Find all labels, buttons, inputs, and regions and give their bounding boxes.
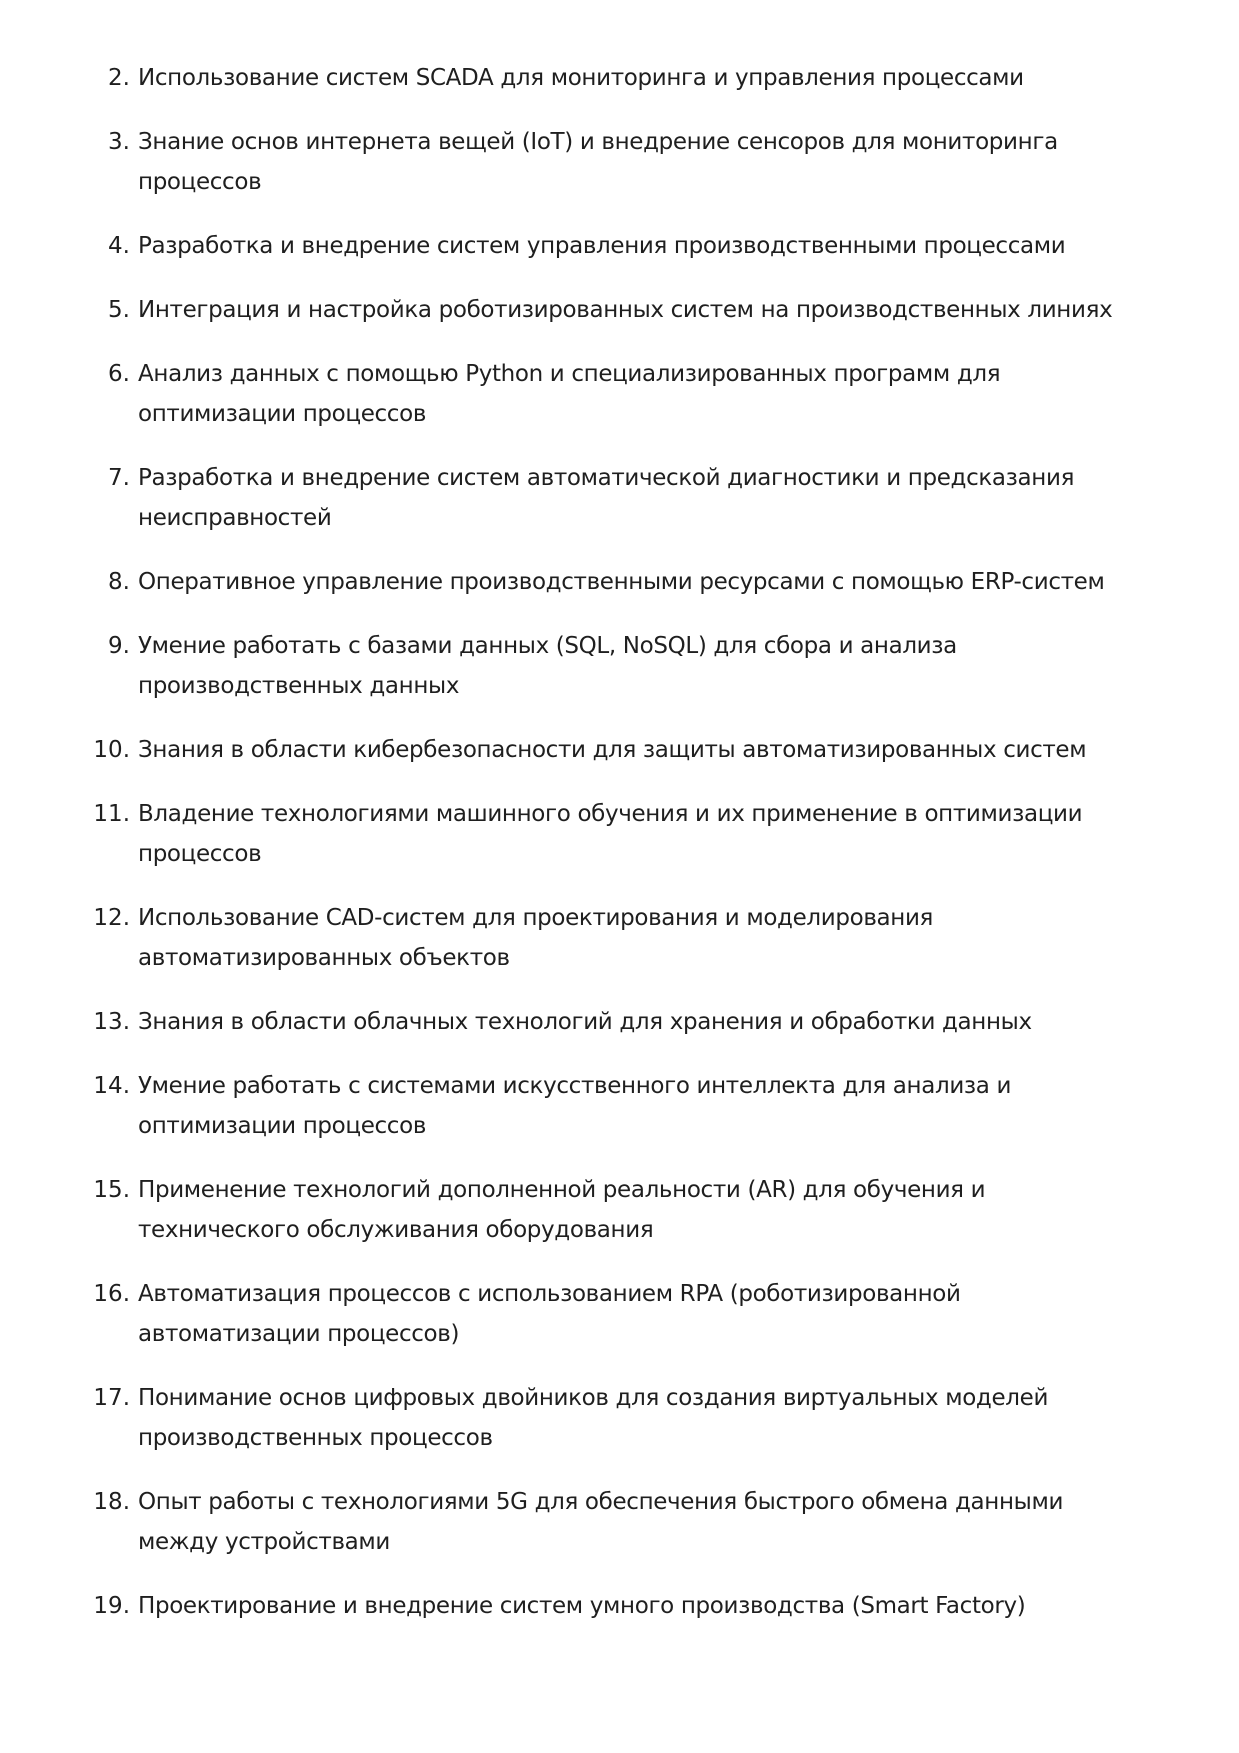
list-item xyxy=(0,794,1239,874)
list-item-number: 14. xyxy=(93,1073,130,1099)
list-item-text: Автоматизация процессов с использованием RPA (роботизированной автоматизации процессов) xyxy=(138,1281,961,1347)
list-item xyxy=(0,1586,1239,1626)
list-item-text: Знание основ интернета вещей (IoT) и внедрение сенсоров для мониторинга процессов xyxy=(138,129,1058,195)
list-item xyxy=(0,1482,1239,1562)
list-item-text: Разработка и внедрение систем управления производственными процессами xyxy=(138,233,1066,259)
list-item-text: Использование систем SCADA для мониторинга и управления процессами xyxy=(138,65,1024,91)
list-item-number: 17. xyxy=(93,1385,130,1411)
list-item xyxy=(0,1066,1239,1146)
list-item xyxy=(0,562,1239,602)
list-item-text: Оперативное управление производственными ресурсами с помощью ERP-систем xyxy=(138,569,1105,595)
list-item-text: Умение работать с базами данных (SQL, NoSQL) для сбора и анализа производственных данных xyxy=(138,633,957,699)
list-item-text: Знания в области кибербезопасности для защиты автоматизированных систем xyxy=(138,737,1087,763)
list-item-number: 15. xyxy=(93,1177,130,1203)
list-item-number: 12. xyxy=(93,905,130,931)
list-item xyxy=(0,898,1239,978)
list-item-number: 19. xyxy=(93,1593,130,1619)
list-item xyxy=(0,226,1239,266)
list-item-text: Проектирование и внедрение систем умного производства (Smart Factory) xyxy=(138,1593,1026,1619)
list-item-number: 4. xyxy=(108,233,130,259)
list-item-number: 16. xyxy=(93,1281,130,1307)
list-item xyxy=(0,730,1239,770)
list-item-text: Владение технологиями машинного обучения и их применение в оптимизации процессов xyxy=(138,801,1083,867)
list-item-number: 8. xyxy=(108,569,130,595)
list-item-text: Анализ данных с помощью Python и специализированных программ для оптимизации процессов xyxy=(138,361,1001,427)
list-item-number: 7. xyxy=(108,465,130,491)
list-item xyxy=(0,1378,1239,1458)
list-item-number: 6. xyxy=(108,361,130,387)
list-item-number: 11. xyxy=(93,801,130,827)
list-item-number: 10. xyxy=(93,737,130,763)
list-item xyxy=(0,354,1239,434)
list-item-number: 18. xyxy=(93,1489,130,1515)
list-item-text: Умение работать с системами искусственного интеллекта для анализа и оптимизации процессов xyxy=(138,1073,1012,1139)
list-item-text: Опыт работы с технологиями 5G для обеспечения быстрого обмена данными между устройствами xyxy=(138,1489,1064,1555)
list-item-number: 9. xyxy=(108,633,130,659)
list-item-text: Понимание основ цифровых двойников для создания виртуальных моделей производственных процессов xyxy=(138,1385,1049,1451)
list-item-text: Разработка и внедрение систем автоматической диагностики и предсказания неисправностей xyxy=(138,465,1075,531)
list-item xyxy=(0,58,1239,98)
list-item xyxy=(0,1170,1239,1250)
list-item xyxy=(0,122,1239,202)
list-item xyxy=(0,1002,1239,1042)
list-item-number: 2. xyxy=(108,65,130,91)
list-item-number: 5. xyxy=(108,297,130,323)
list-item xyxy=(0,290,1239,330)
list-item-text: Использование CAD-систем для проектирования и моделирования автоматизированных объектов xyxy=(138,905,934,971)
list-item-text: Знания в области облачных технологий для хранения и обработки данных xyxy=(138,1009,1032,1035)
list-item xyxy=(0,458,1239,538)
list-item-text: Применение технологий дополненной реальности (AR) для обучения и технического обслуживания оборудования xyxy=(138,1177,986,1243)
list-item-number: 3. xyxy=(108,129,130,155)
list-item-number: 13. xyxy=(93,1009,130,1035)
list-item xyxy=(0,1274,1239,1354)
list-item-text: Интеграция и настройка роботизированных систем на производственных линиях xyxy=(138,297,1113,323)
list-item xyxy=(0,626,1239,706)
numbered-skills-list xyxy=(0,58,1239,1650)
